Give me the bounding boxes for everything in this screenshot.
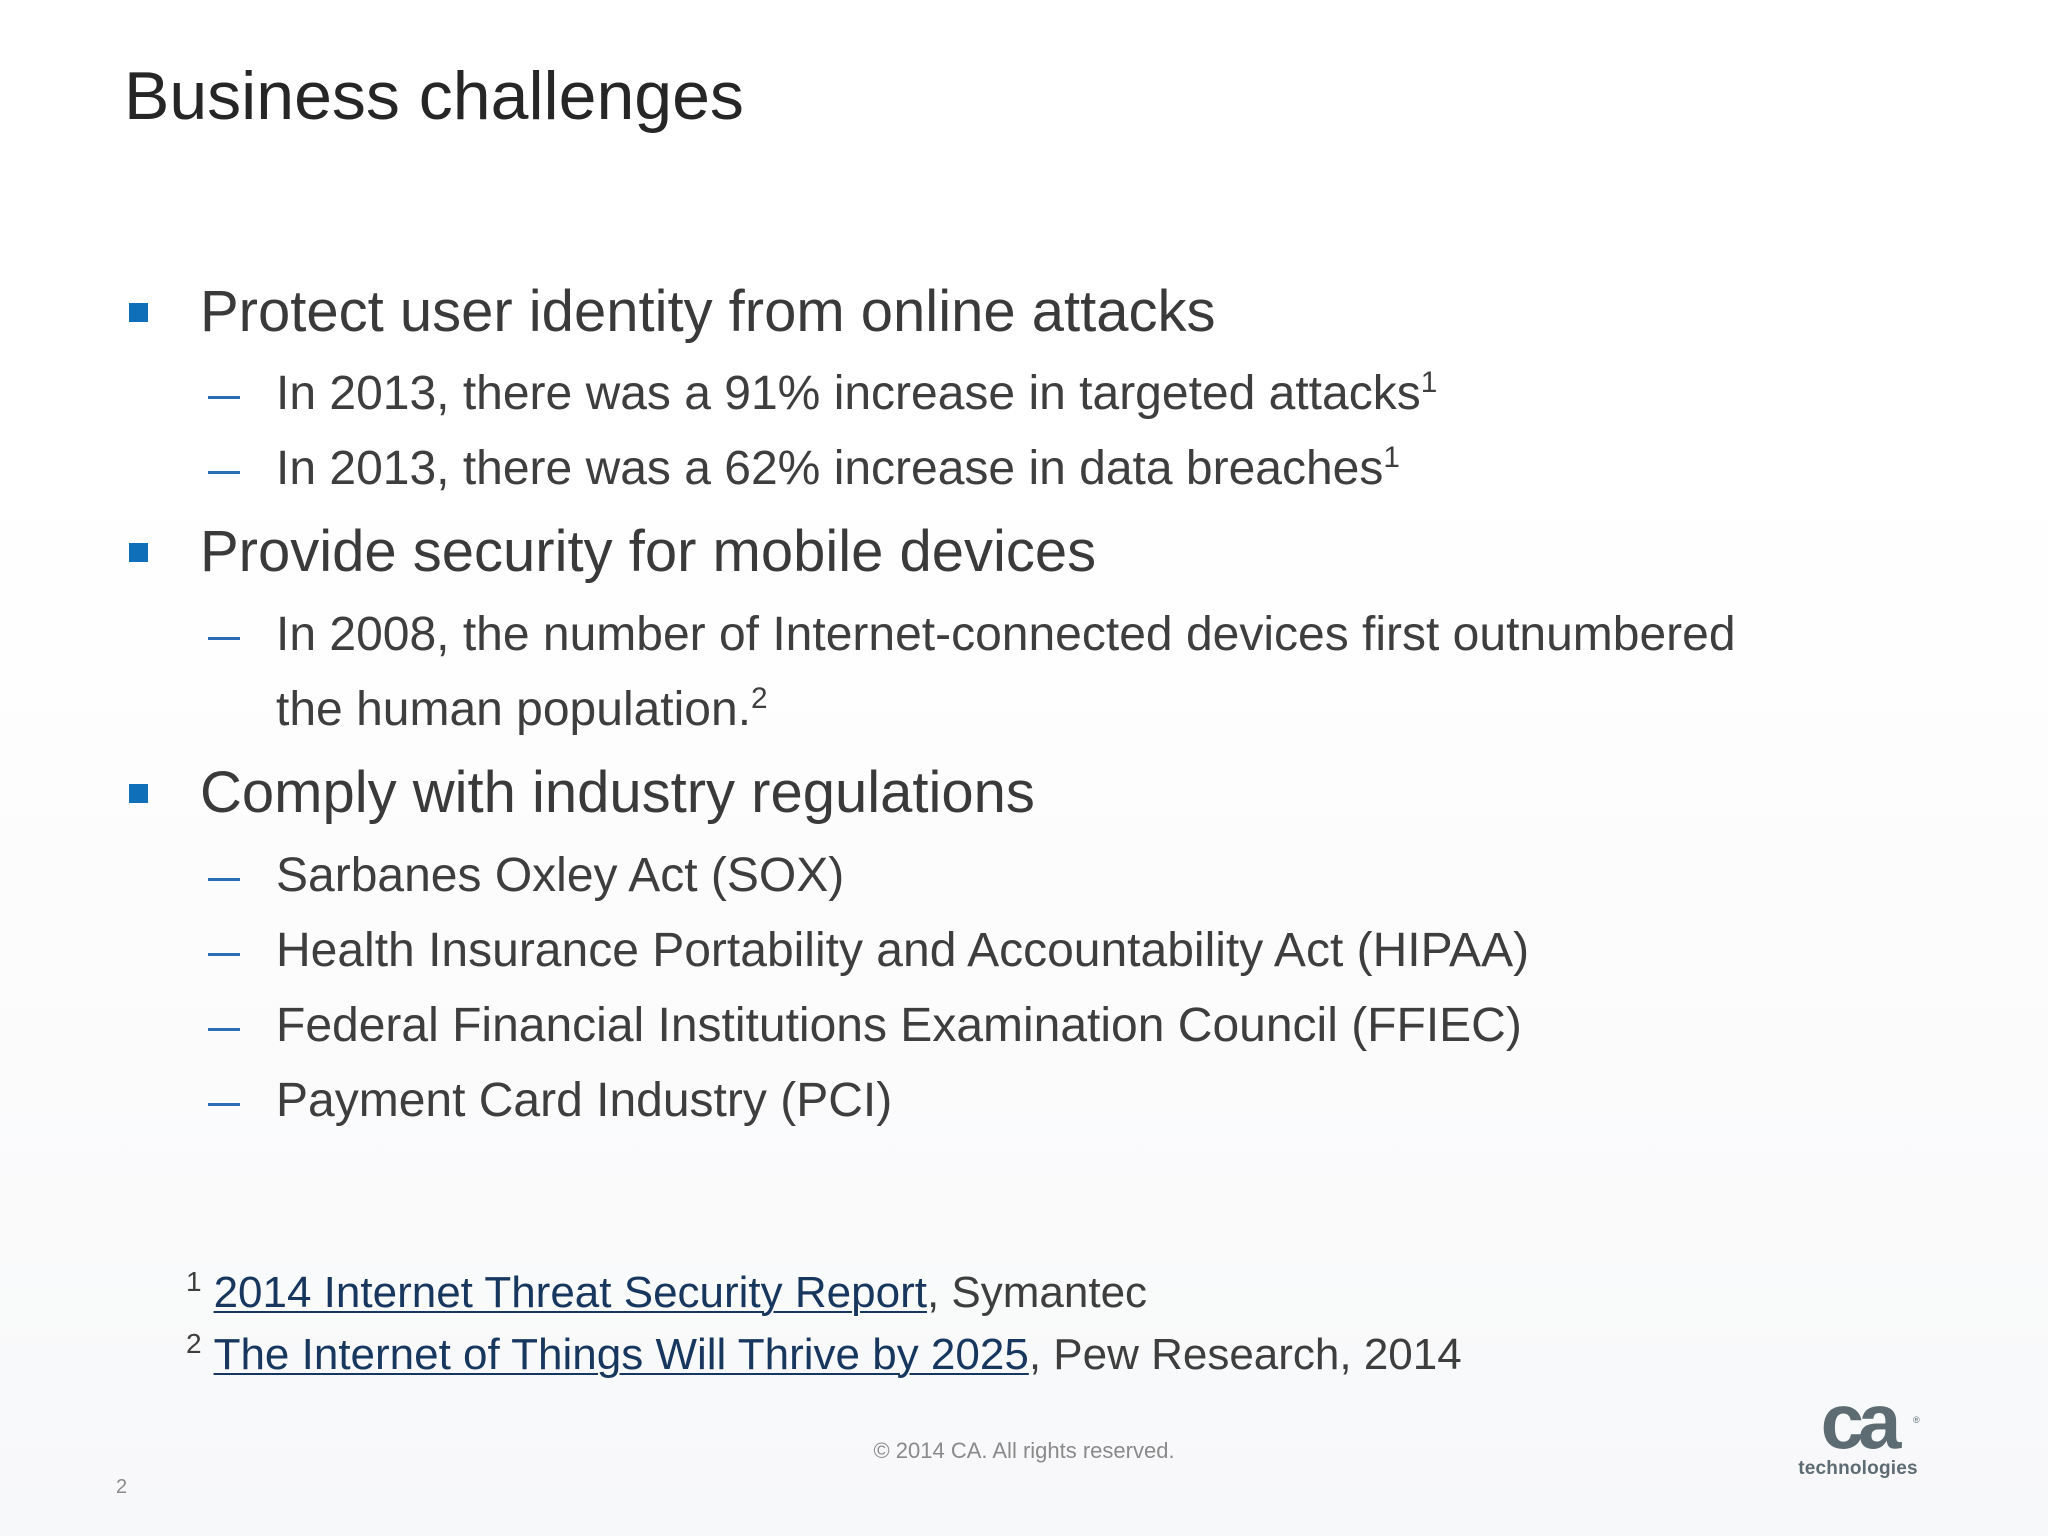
slide-title: Business challenges xyxy=(124,58,744,134)
footnote-link[interactable]: The Internet of Things Will Thrive by 2025 xyxy=(213,1330,1029,1379)
sub-item-label: the human population. xyxy=(276,683,752,736)
bullet-text: Provide security for mobile devices xyxy=(200,519,1097,584)
square-bullet-icon xyxy=(129,543,148,562)
dash-bullet-icon xyxy=(208,1028,240,1031)
footnote-number: 1 xyxy=(186,1266,202,1298)
sub-item-text xyxy=(276,441,1400,496)
sub-item-text: In 2008, the number of Internet-connected devices first outnumbered xyxy=(276,608,1736,661)
footnote-source: , Symantec xyxy=(926,1268,1148,1317)
svg-text:®: ® xyxy=(1913,1415,1920,1425)
logo-mark: ca xyxy=(1820,1386,1896,1465)
footnote-number: 2 xyxy=(186,1328,202,1360)
bullet-text: Comply with industry regulations xyxy=(200,760,1035,825)
logo-label: technologies xyxy=(1798,1458,1918,1479)
sub-item-text: Federal Financial Institutions Examination Council (FFIEC) xyxy=(276,999,1522,1052)
footnote-ref: 2 xyxy=(751,682,768,715)
dash-bullet-icon xyxy=(208,878,240,881)
footnote-link[interactable]: 2014 Internet Threat Security Report xyxy=(213,1268,927,1317)
dash-bullet-icon xyxy=(208,953,240,956)
sub-item-label: In 2013, there was a 91% increase in targeted attacks xyxy=(276,367,1421,420)
sub-item-text: Payment Card Industry (PCI) xyxy=(276,1074,893,1127)
sub-item-label: In 2013, there was a 62% increase in data breaches xyxy=(276,442,1384,495)
bullet-text: Protect user identity from online attacks xyxy=(200,279,1216,344)
sub-item-text-continued xyxy=(276,682,768,737)
dash-bullet-icon xyxy=(208,471,240,474)
dash-bullet-icon xyxy=(208,637,240,640)
square-bullet-icon xyxy=(129,784,148,803)
dash-bullet-icon xyxy=(208,396,240,399)
footnote-source: , Pew Research, 2014 xyxy=(1028,1330,1462,1379)
dash-bullet-icon xyxy=(208,1103,240,1106)
copyright-text: © 2014 CA. All rights reserved. xyxy=(873,1438,1175,1463)
footnote-ref: 1 xyxy=(1420,366,1438,399)
page-number: 2 xyxy=(116,1476,128,1498)
square-bullet-icon xyxy=(129,303,148,322)
footnote-ref: 1 xyxy=(1383,441,1400,474)
sub-item-text: Health Insurance Portability and Accountability Act (HIPAA) xyxy=(276,924,1530,977)
footnote xyxy=(186,1330,1462,1380)
footnote xyxy=(186,1268,1147,1318)
sub-item-text xyxy=(276,366,1437,421)
sub-item-text: Sarbanes Oxley Act (SOX) xyxy=(276,849,845,902)
